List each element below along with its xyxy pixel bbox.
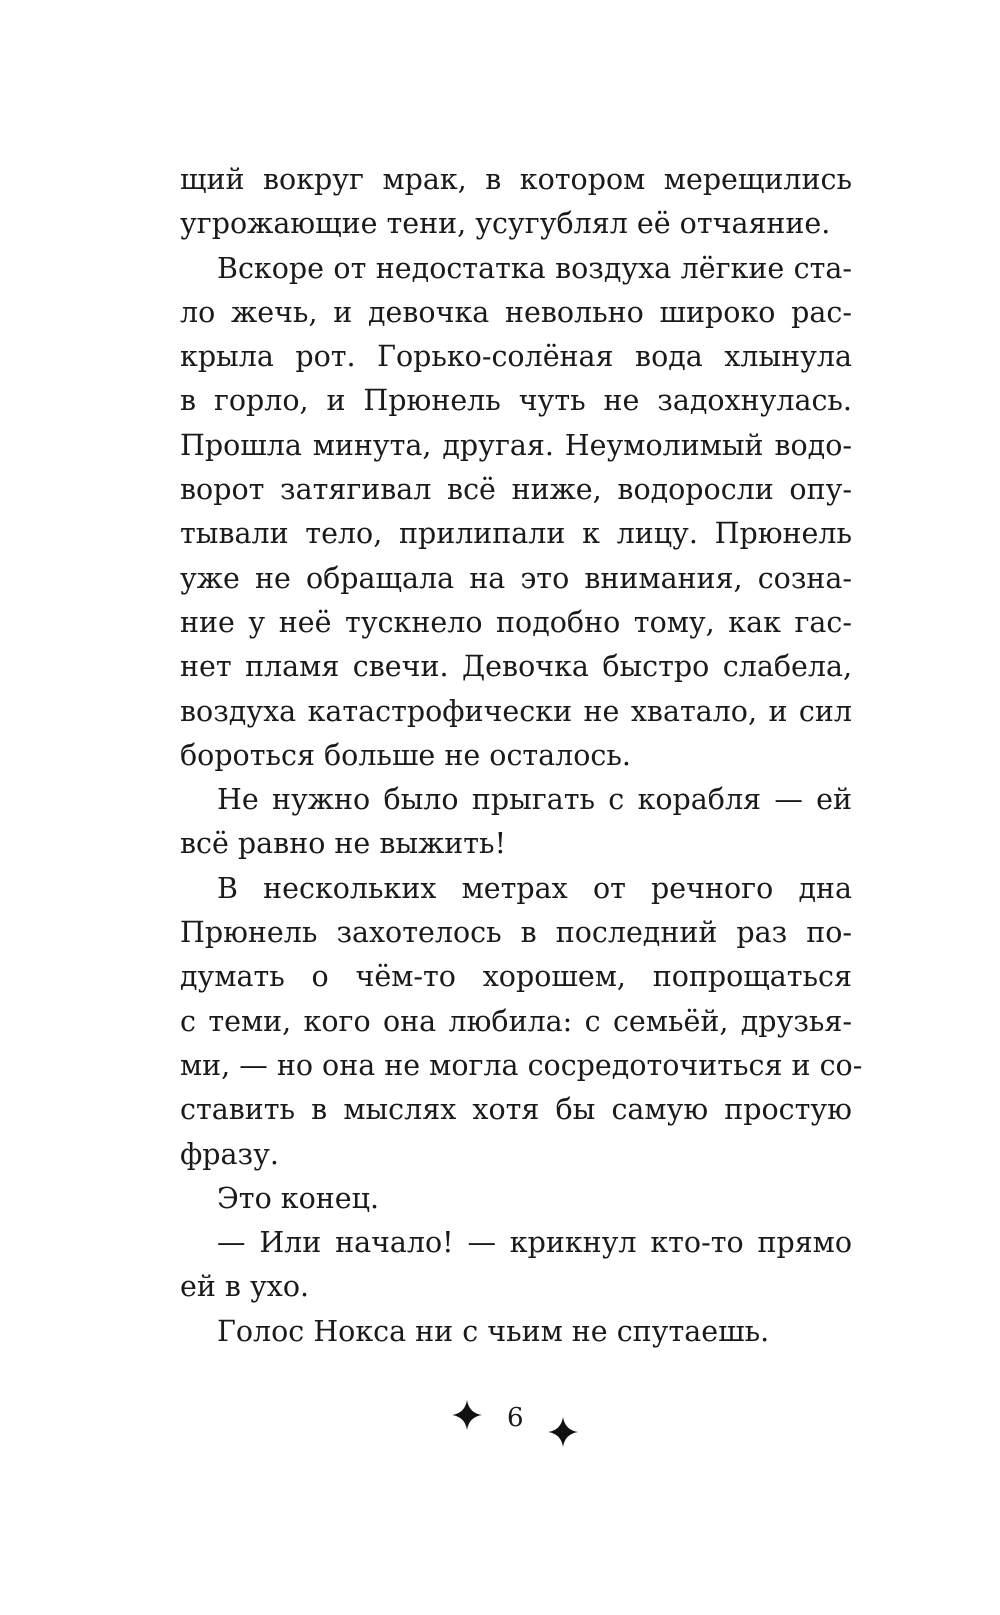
text-line: бороться больше не осталось.: [180, 738, 631, 772]
text-line: думать о чём-то хорошем, попрощаться: [180, 960, 852, 994]
star-icon: [548, 1417, 578, 1447]
text-line: — Или начало! — крикнул кто-то прямо: [217, 1226, 852, 1260]
page-number: 6: [507, 1403, 524, 1433]
text-line: нет пламя свечи. Девочка быстро слабела,: [180, 650, 852, 684]
star-icon: [452, 1400, 482, 1430]
text-line: Прюнель захотелось в последний раз по-: [180, 916, 852, 950]
paragraph: [180, 247, 852, 779]
body-text: [180, 158, 863, 1354]
text-line: Прошла минута, другая. Неумолимый водо-: [180, 428, 852, 462]
text-line: щий вокруг мрак, в котором мерещились: [180, 163, 852, 196]
text-line: Вскоре от недостатка воздуха лёгкие ста-: [217, 251, 852, 285]
text-line: Не нужно было прыгать с корабля — ей: [217, 783, 852, 817]
text-line: фразу.: [180, 1137, 279, 1171]
text-line: ставить в мыслях хотя бы самую простую: [180, 1093, 852, 1127]
text-line: ние у неё тускнело подобно тому, как гас-: [180, 605, 852, 639]
paragraph: [180, 778, 852, 867]
paragraph: [180, 1310, 852, 1354]
text-line: Голос Нокса ни с чьим не спутаешь.: [217, 1314, 770, 1348]
text-line: тывали тело, прилипали к лицу. Прюнель: [180, 517, 852, 551]
text-line: в горло, и Прюнель чуть не задохнулась.: [180, 384, 852, 418]
paragraph: [180, 1221, 852, 1310]
paragraph: [180, 867, 863, 1177]
text-line: В нескольких метрах от речного дна: [217, 871, 852, 905]
text-line: с теми, кого она любила: с семьёй, друзья-: [180, 1004, 852, 1038]
text-line: ло жечь, и девочка невольно широко рас-: [180, 295, 852, 329]
paragraph: [180, 1177, 852, 1221]
text-line: всё равно не выжить!: [180, 827, 507, 861]
paragraph: [180, 158, 852, 247]
text-line: угрожающие тени, усугублял её отчаяние.: [180, 207, 831, 241]
text-line: воздуха катастрофически не хватало, и сил: [180, 694, 852, 728]
text-line: крыла рот. Горько-солёная вода хлынула: [180, 340, 852, 374]
page-footer: [440, 1395, 590, 1455]
text-line: уже не обращала на это внимания, созна-: [180, 561, 852, 595]
text-line: ми, — но она не могла сосредоточиться и со-: [180, 1048, 863, 1082]
text-line: ей в ухо.: [180, 1270, 310, 1304]
text-line: Это конец.: [217, 1181, 380, 1215]
text-line: ворот затягивал всё ниже, водоросли опу-: [180, 473, 852, 507]
